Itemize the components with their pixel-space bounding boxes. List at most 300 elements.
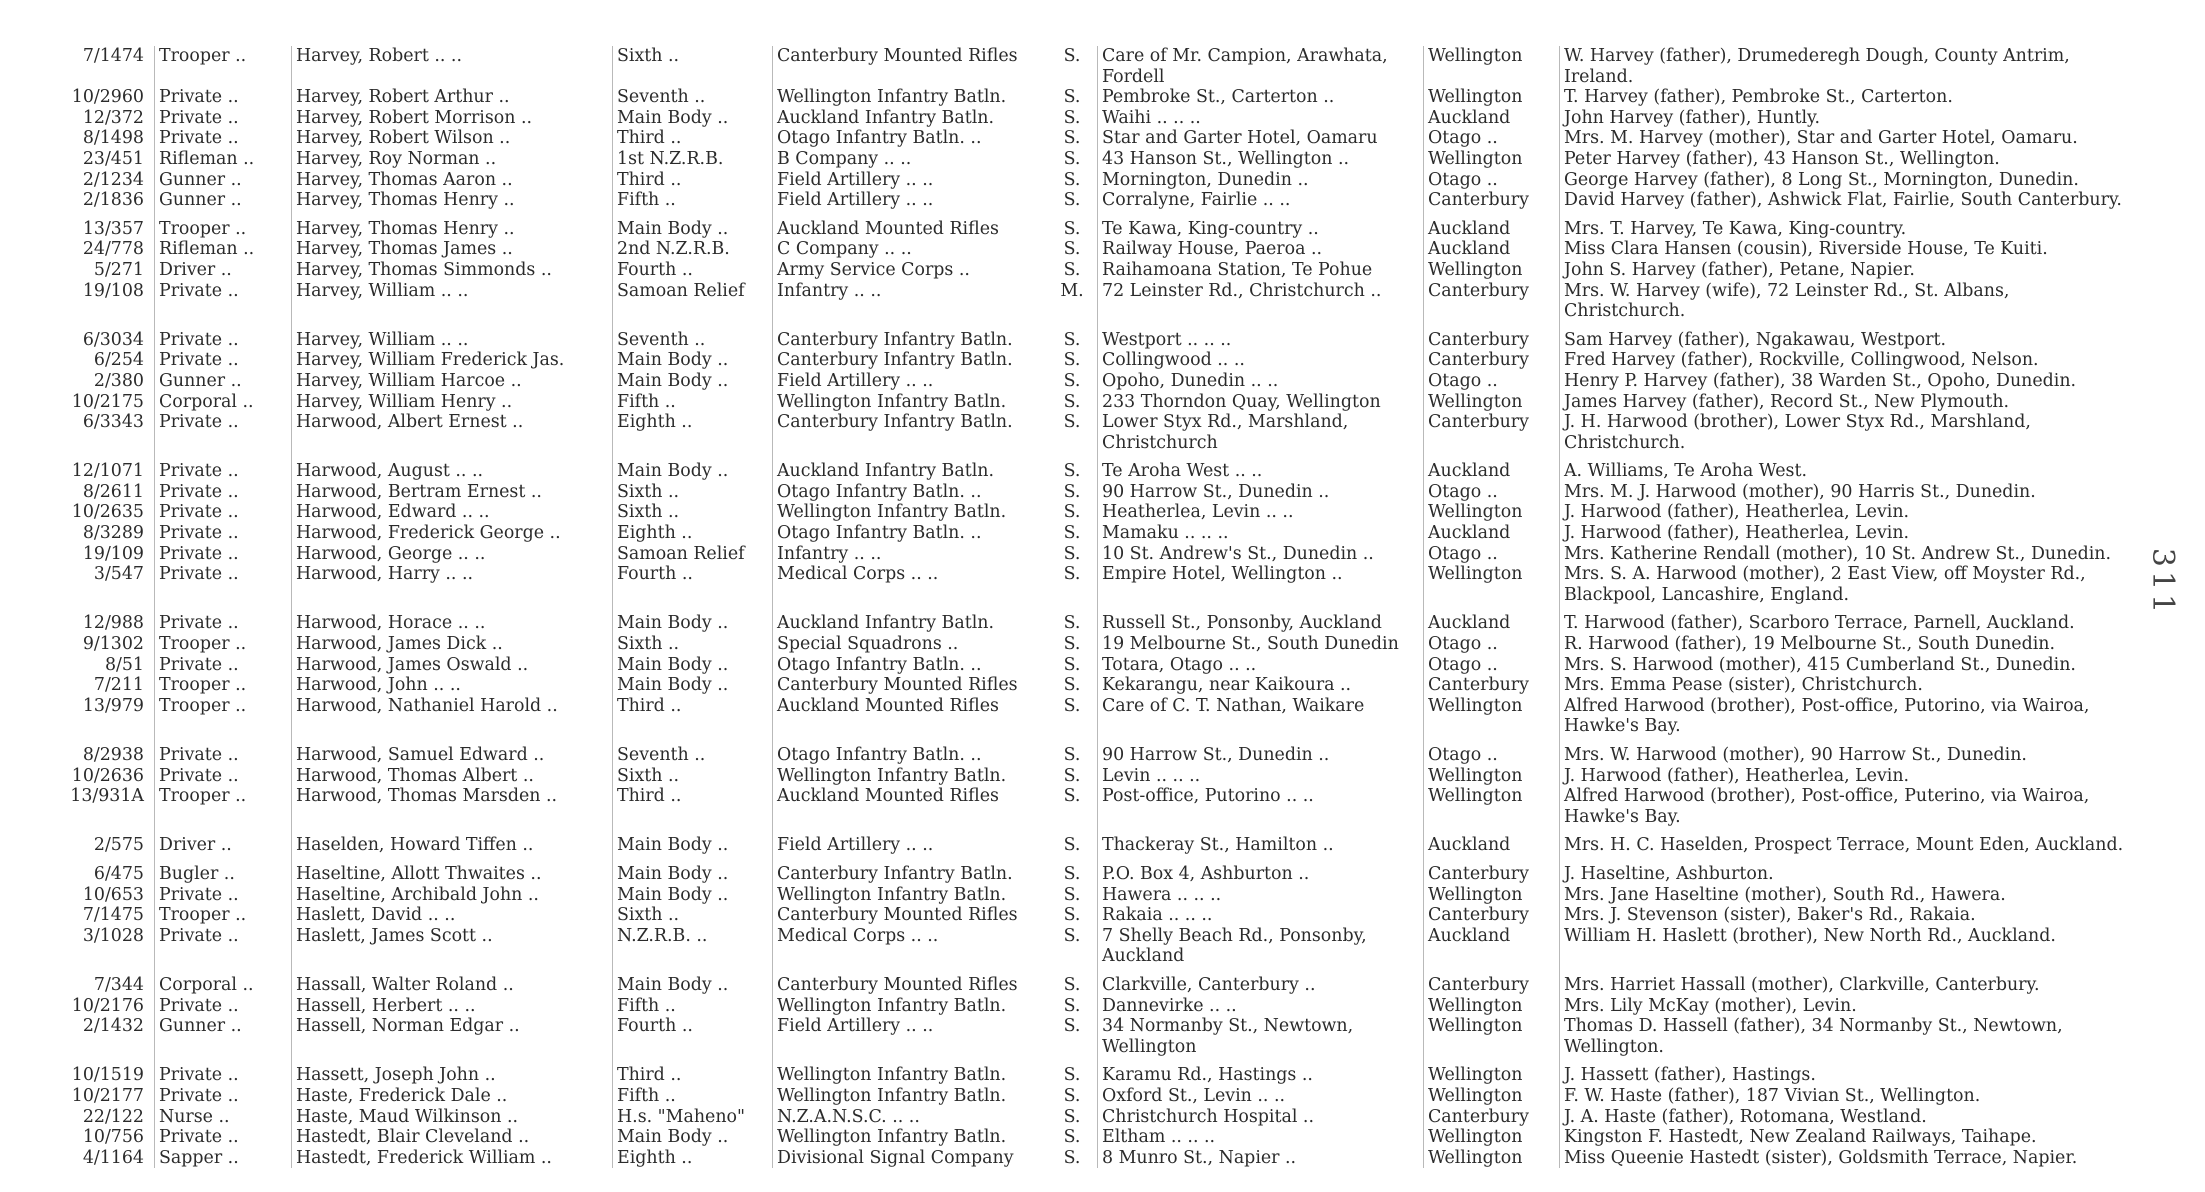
table-row bbox=[28, 412, 2128, 453]
unit-cell: Wellington Infantry Batln. bbox=[773, 502, 1048, 523]
regimental-number-cell: 7/1475 bbox=[82, 905, 144, 926]
marital-status-cell: S. bbox=[1063, 128, 1081, 149]
marital-status-cell: S. bbox=[1063, 523, 1081, 544]
soldier-name-cell: Harvey, Robert Morrison .. bbox=[292, 108, 613, 129]
marital-status-cell: S. bbox=[1063, 863, 1081, 884]
regimental-number-cell: 8/51 bbox=[104, 654, 144, 675]
draft-cell: Main Body .. bbox=[613, 350, 773, 371]
draft-cell: Fourth .. bbox=[613, 1016, 773, 1057]
unit-cell: Otago Infantry Batln. .. bbox=[773, 482, 1048, 503]
next-of-kin-cell: Alfred Harwood (brother), Post-office, Puterino, via Wairoa, Hawke's Bay. bbox=[1560, 786, 2129, 827]
military-district-cell: Canterbury bbox=[1424, 412, 1560, 453]
unit-cell: Canterbury Infantry Batln. bbox=[773, 856, 1048, 885]
draft-cell: 1st N.Z.R.B. bbox=[613, 149, 773, 170]
marital-status-cell: S. bbox=[1063, 634, 1081, 655]
table-row bbox=[28, 87, 2128, 108]
marital-status-cell: S. bbox=[1063, 412, 1081, 433]
unit-cell: Infantry .. .. bbox=[773, 281, 1048, 322]
next-of-kin-cell: J. A. Haste (father), Rotomana, Westland. bbox=[1560, 1107, 2129, 1128]
table-row bbox=[28, 392, 2128, 413]
next-of-kin-cell: Mrs. W. Harvey (wife), 72 Leinster Rd., St. Albans, Christchurch. bbox=[1560, 281, 2129, 322]
soldier-name-cell: Harvey, Thomas Aaron .. bbox=[292, 170, 613, 191]
rank-cell: Nurse .. bbox=[155, 1107, 292, 1128]
table-row bbox=[28, 1107, 2128, 1128]
rank-cell: Gunner .. bbox=[155, 1016, 292, 1057]
table-row bbox=[28, 128, 2128, 149]
unit-cell: Field Artillery .. .. bbox=[773, 190, 1048, 211]
marital-status-cell: S. bbox=[1063, 259, 1081, 280]
marital-status-cell: S. bbox=[1063, 654, 1081, 675]
military-district-cell: Auckland bbox=[1424, 453, 1560, 482]
last-address-cell: Hawera .. .. .. bbox=[1098, 885, 1424, 906]
draft-cell: Main Body .. bbox=[613, 605, 773, 634]
military-district-cell: Otago .. bbox=[1424, 128, 1560, 149]
next-of-kin-cell: Peter Harvey (father), 43 Hanson St., Wellington. bbox=[1560, 149, 2129, 170]
next-of-kin-cell: Mrs. Lily McKay (mother), Levin. bbox=[1560, 996, 2129, 1017]
rank-cell: Trooper .. bbox=[155, 634, 292, 655]
unit-cell: Otago Infantry Batln. .. bbox=[773, 523, 1048, 544]
draft-cell: Third .. bbox=[613, 170, 773, 191]
soldier-name-cell: Haslett, David .. .. bbox=[292, 905, 613, 926]
table-row bbox=[28, 371, 2128, 392]
regimental-number-cell: 10/2635 bbox=[71, 502, 144, 523]
table-row bbox=[28, 655, 2128, 676]
rank-cell: Private .. bbox=[155, 885, 292, 906]
next-of-kin-cell: A. Williams, Te Aroha West. bbox=[1560, 453, 2129, 482]
table-row bbox=[28, 170, 2128, 191]
draft-cell: Main Body .. bbox=[613, 211, 773, 240]
next-of-kin-cell: Henry P. Harvey (father), 38 Warden St., Opoho, Dunedin. bbox=[1560, 371, 2129, 392]
soldier-name-cell: Harvey, Roy Norman .. bbox=[292, 149, 613, 170]
next-of-kin-cell: Mrs. Katherine Rendall (mother), 10 St. Andrew St., Dunedin. bbox=[1560, 544, 2129, 565]
rank-cell: Trooper .. bbox=[155, 46, 292, 87]
regimental-number-cell: 2/1836 bbox=[82, 190, 144, 211]
last-address-cell: Russell St., Ponsonby, Auckland bbox=[1098, 605, 1424, 634]
unit-cell: Wellington Infantry Batln. bbox=[773, 766, 1048, 787]
table-row bbox=[28, 322, 2128, 351]
unit-cell: Field Artillery .. .. bbox=[773, 170, 1048, 191]
last-address-cell: 10 St. Andrew's St., Dunedin .. bbox=[1098, 544, 1424, 565]
page-number: 311 bbox=[2145, 547, 2181, 618]
military-district-cell: Wellington bbox=[1424, 260, 1560, 281]
military-district-cell: Wellington bbox=[1424, 996, 1560, 1017]
unit-cell: Medical Corps .. .. bbox=[773, 926, 1048, 967]
rank-cell: Private .. bbox=[155, 453, 292, 482]
rank-cell: Driver .. bbox=[155, 260, 292, 281]
marital-status-cell: S. bbox=[1063, 613, 1081, 634]
draft-cell: Eighth .. bbox=[613, 412, 773, 453]
table-row bbox=[28, 564, 2128, 605]
unit-cell: B Company .. .. bbox=[773, 149, 1048, 170]
military-district-cell: Otago .. bbox=[1424, 170, 1560, 191]
marital-status-cell: S. bbox=[1063, 502, 1081, 523]
marital-status-cell: S. bbox=[1063, 1147, 1081, 1168]
rank-cell: Private .. bbox=[155, 737, 292, 766]
unit-cell: Canterbury Infantry Batln. bbox=[773, 412, 1048, 453]
unit-cell: Canterbury Infantry Batln. bbox=[773, 322, 1048, 351]
next-of-kin-cell: Mrs. T. Harvey, Te Kawa, King-country. bbox=[1560, 211, 2129, 240]
marital-status-cell: S. bbox=[1063, 765, 1081, 786]
military-district-cell: Auckland bbox=[1424, 523, 1560, 544]
unit-cell: Wellington Infantry Batln. bbox=[773, 885, 1048, 906]
unit-cell: Otago Infantry Batln. .. bbox=[773, 128, 1048, 149]
next-of-kin-cell: John Harvey (father), Huntly. bbox=[1560, 108, 2129, 129]
military-district-cell: Otago .. bbox=[1424, 634, 1560, 655]
unit-cell: Wellington Infantry Batln. bbox=[773, 1086, 1048, 1107]
draft-cell: Main Body .. bbox=[613, 453, 773, 482]
soldier-name-cell: Harwood, Albert Ernest .. bbox=[292, 412, 613, 453]
last-address-cell: Lower Styx Rd., Marshland, Christchurch bbox=[1098, 412, 1424, 453]
military-district-cell: Canterbury bbox=[1424, 967, 1560, 996]
last-address-cell: Post-office, Putorino .. .. bbox=[1098, 786, 1424, 827]
soldier-name-cell: Harwood, James Dick .. bbox=[292, 634, 613, 655]
unit-cell: Divisional Signal Company bbox=[773, 1148, 1048, 1169]
soldier-name-cell: Haseltine, Allott Thwaites .. bbox=[292, 856, 613, 885]
last-address-cell: Te Aroha West .. .. bbox=[1098, 453, 1424, 482]
unit-cell: N.Z.A.N.S.C. .. .. bbox=[773, 1107, 1048, 1128]
regimental-number-cell: 10/2960 bbox=[71, 87, 144, 108]
rank-cell: Corporal .. bbox=[155, 392, 292, 413]
next-of-kin-cell: Fred Harvey (father), Rockville, Collingwood, Nelson. bbox=[1560, 350, 2129, 371]
last-address-cell: Care of Mr. Campion, Arawhata, Fordell bbox=[1098, 46, 1424, 87]
regimental-number-cell: 10/2636 bbox=[71, 765, 144, 786]
last-address-cell: Mornington, Dunedin .. bbox=[1098, 170, 1424, 191]
marital-status-cell: S. bbox=[1063, 239, 1081, 260]
draft-cell: Seventh .. bbox=[613, 737, 773, 766]
next-of-kin-cell: J. H. Harwood (brother), Lower Styx Rd., Marshland, Christchurch. bbox=[1560, 412, 2129, 453]
last-address-cell: Opoho, Dunedin .. .. bbox=[1098, 371, 1424, 392]
next-of-kin-cell: J. Harwood (father), Heatherlea, Levin. bbox=[1560, 502, 2129, 523]
regimental-number-cell: 13/931A bbox=[70, 786, 144, 807]
military-district-cell: Wellington bbox=[1424, 1057, 1560, 1086]
table-row bbox=[28, 675, 2128, 696]
last-address-cell: Dannevirke .. .. bbox=[1098, 996, 1424, 1017]
last-address-cell: 90 Harrow St., Dunedin .. bbox=[1098, 737, 1424, 766]
table-row bbox=[28, 885, 2128, 906]
next-of-kin-cell: Miss Queenie Hastedt (sister), Goldsmith Terrace, Napier. bbox=[1560, 1148, 2129, 1169]
draft-cell: Main Body .. bbox=[613, 1127, 773, 1148]
table-row bbox=[28, 926, 2128, 967]
last-address-cell: Collingwood .. .. bbox=[1098, 350, 1424, 371]
last-address-cell: 43 Hanson St., Wellington .. bbox=[1098, 149, 1424, 170]
table-row bbox=[28, 260, 2128, 281]
military-district-cell: Wellington bbox=[1424, 1016, 1560, 1057]
table-row bbox=[28, 190, 2128, 211]
unit-cell: Field Artillery .. .. bbox=[773, 371, 1048, 392]
military-district-cell: Canterbury bbox=[1424, 322, 1560, 351]
unit-cell: Auckland Infantry Batln. bbox=[773, 453, 1048, 482]
marital-status-cell: S. bbox=[1063, 1016, 1081, 1037]
marital-status-cell: S. bbox=[1063, 745, 1081, 765]
table-row bbox=[28, 1086, 2128, 1107]
draft-cell: 2nd N.Z.R.B. bbox=[613, 239, 773, 260]
last-address-cell: 8 Munro St., Napier .. bbox=[1098, 1148, 1424, 1169]
regimental-number-cell: 7/344 bbox=[93, 974, 144, 995]
draft-cell: Fifth .. bbox=[613, 1086, 773, 1107]
table-row bbox=[28, 996, 2128, 1017]
last-address-cell: 90 Harrow St., Dunedin .. bbox=[1098, 482, 1424, 503]
rank-cell: Private .. bbox=[155, 502, 292, 523]
table-row bbox=[28, 108, 2128, 129]
regimental-number-cell: 6/3343 bbox=[82, 412, 144, 433]
rank-cell: Bugler .. bbox=[155, 856, 292, 885]
marital-status-cell: S. bbox=[1063, 46, 1081, 66]
last-address-cell: 233 Thorndon Quay, Wellington bbox=[1098, 392, 1424, 413]
next-of-kin-cell: John S. Harvey (father), Petane, Napier. bbox=[1560, 260, 2129, 281]
rank-cell: Private .. bbox=[155, 1086, 292, 1107]
regimental-number-cell: 12/372 bbox=[82, 107, 144, 128]
rank-cell: Private .. bbox=[155, 87, 292, 108]
draft-cell: Main Body .. bbox=[613, 371, 773, 392]
regimental-number-cell: 6/254 bbox=[93, 350, 144, 371]
next-of-kin-cell: Mrs. Emma Pease (sister), Christchurch. bbox=[1560, 675, 2129, 696]
soldier-name-cell: Haselden, Howard Tiffen .. bbox=[292, 827, 613, 856]
military-district-cell: Auckland bbox=[1424, 108, 1560, 129]
draft-cell: Third .. bbox=[613, 1057, 773, 1086]
next-of-kin-cell: Mrs. W. Harwood (mother), 90 Harrow St., Dunedin. bbox=[1560, 737, 2129, 766]
unit-cell: Canterbury Mounted Rifles bbox=[773, 905, 1048, 926]
rank-cell: Private .. bbox=[155, 1127, 292, 1148]
military-district-cell: Otago .. bbox=[1424, 482, 1560, 503]
next-of-kin-cell: Mrs. Harriet Hassall (mother), Clarkville, Canterbury. bbox=[1560, 967, 2129, 996]
regimental-number-cell: 2/1432 bbox=[82, 1016, 144, 1037]
table-row bbox=[28, 1148, 2128, 1169]
regimental-number-cell: 6/3034 bbox=[82, 329, 144, 350]
regimental-number-cell: 8/3289 bbox=[82, 523, 144, 544]
next-of-kin-cell: Mrs. S. A. Harwood (mother), 2 East View, off Moyster Rd., Blackpool, Lancashire, England. bbox=[1560, 564, 2129, 605]
draft-cell: Sixth .. bbox=[613, 634, 773, 655]
unit-cell: Otago Infantry Batln. .. bbox=[773, 737, 1048, 766]
marital-status-cell: S. bbox=[1063, 974, 1081, 995]
soldier-name-cell: Harvey, Thomas Henry .. bbox=[292, 190, 613, 211]
rank-cell: Rifleman .. bbox=[155, 239, 292, 260]
draft-cell: H.s. "Maheno" bbox=[613, 1107, 773, 1128]
military-district-cell: Wellington bbox=[1424, 87, 1560, 108]
marital-status-cell: S. bbox=[1063, 675, 1081, 696]
last-address-cell: Christchurch Hospital .. bbox=[1098, 1107, 1424, 1128]
unit-cell: Canterbury Mounted Rifles bbox=[773, 675, 1048, 696]
soldier-name-cell: Harvey, William .. .. bbox=[292, 322, 613, 351]
draft-cell: Sixth .. bbox=[613, 905, 773, 926]
soldier-name-cell: Hassell, Herbert .. .. bbox=[292, 996, 613, 1017]
nominal-roll-body bbox=[28, 46, 2128, 1168]
draft-cell: Sixth .. bbox=[613, 766, 773, 787]
military-district-cell: Canterbury bbox=[1424, 1107, 1560, 1128]
next-of-kin-cell: J. Hassett (father), Hastings. bbox=[1560, 1057, 2129, 1086]
next-of-kin-cell: T. Harwood (father), Scarboro Terrace, Parnell, Auckland. bbox=[1560, 605, 2129, 634]
unit-cell: Wellington Infantry Batln. bbox=[773, 1057, 1048, 1086]
rank-cell: Trooper .. bbox=[155, 786, 292, 827]
table-row bbox=[28, 1016, 2128, 1057]
table-row bbox=[28, 350, 2128, 371]
military-district-cell: Canterbury bbox=[1424, 190, 1560, 211]
regimental-number-cell: 7/1474 bbox=[82, 46, 144, 66]
last-address-cell: Raihamoana Station, Te Pohue bbox=[1098, 260, 1424, 281]
next-of-kin-cell: Mrs. M. J. Harwood (mother), 90 Harris St., Dunedin. bbox=[1560, 482, 2129, 503]
last-address-cell: Levin .. .. .. bbox=[1098, 766, 1424, 787]
table-row bbox=[28, 827, 2128, 856]
soldier-name-cell: Harwood, Thomas Albert .. bbox=[292, 766, 613, 787]
regimental-number-cell: 10/2177 bbox=[71, 1085, 144, 1106]
soldier-name-cell: Hastedt, Frederick William .. bbox=[292, 1148, 613, 1169]
military-district-cell: Wellington bbox=[1424, 502, 1560, 523]
last-address-cell: Empire Hotel, Wellington .. bbox=[1098, 564, 1424, 605]
rank-cell: Private .. bbox=[155, 605, 292, 634]
next-of-kin-cell: J. Haseltine, Ashburton. bbox=[1560, 856, 2129, 885]
soldier-name-cell: Harwood, Frederick George .. bbox=[292, 523, 613, 544]
soldier-name-cell: Haste, Maud Wilkinson .. bbox=[292, 1107, 613, 1128]
regimental-number-cell: 2/1234 bbox=[82, 169, 144, 190]
soldier-name-cell: Harvey, Thomas James .. bbox=[292, 239, 613, 260]
regimental-number-cell: 3/547 bbox=[93, 564, 144, 585]
soldier-name-cell: Harvey, Robert Wilson .. bbox=[292, 128, 613, 149]
next-of-kin-cell: James Harvey (father), Record St., New Plymouth. bbox=[1560, 392, 2129, 413]
marital-status-cell: S. bbox=[1063, 905, 1081, 926]
last-address-cell: Eltham .. .. .. bbox=[1098, 1127, 1424, 1148]
regimental-number-cell: 9/1302 bbox=[82, 634, 144, 655]
military-district-cell: Wellington bbox=[1424, 149, 1560, 170]
rank-cell: Gunner .. bbox=[155, 170, 292, 191]
soldier-name-cell: Harvey, Robert Arthur .. bbox=[292, 87, 613, 108]
rank-cell: Private .. bbox=[155, 128, 292, 149]
military-district-cell: Auckland bbox=[1424, 827, 1560, 856]
draft-cell: Third .. bbox=[613, 786, 773, 827]
last-address-cell: Thackeray St., Hamilton .. bbox=[1098, 827, 1424, 856]
marital-status-cell: S. bbox=[1063, 329, 1081, 350]
draft-cell: Main Body .. bbox=[613, 108, 773, 129]
soldier-name-cell: Harvey, William Henry .. bbox=[292, 392, 613, 413]
nominal-roll-table bbox=[28, 46, 2128, 1168]
draft-cell: Samoan Relief bbox=[613, 544, 773, 565]
soldier-name-cell: Harwood, George .. .. bbox=[292, 544, 613, 565]
table-row bbox=[28, 1057, 2128, 1086]
rank-cell: Driver .. bbox=[155, 827, 292, 856]
next-of-kin-cell: T. Harvey (father), Pembroke St., Carterton. bbox=[1560, 87, 2129, 108]
regimental-number-cell: 19/109 bbox=[82, 543, 144, 564]
rank-cell: Private .. bbox=[155, 482, 292, 503]
regimental-number-cell: 12/988 bbox=[82, 613, 144, 634]
next-of-kin-cell: Thomas D. Hassell (father), 34 Normanby St., Newtown, Wellington. bbox=[1560, 1016, 2129, 1057]
marital-status-cell: S. bbox=[1063, 925, 1081, 946]
unit-cell: Auckland Mounted Rifles bbox=[773, 211, 1048, 240]
military-district-cell: Otago .. bbox=[1424, 737, 1560, 766]
draft-cell: Sixth .. bbox=[613, 502, 773, 523]
next-of-kin-cell: W. Harvey (father), Drumederegh Dough, County Antrim, Ireland. bbox=[1560, 46, 2129, 87]
marital-status-cell: S. bbox=[1063, 543, 1081, 564]
unit-cell: Canterbury Infantry Batln. bbox=[773, 350, 1048, 371]
soldier-name-cell: Harwood, Edward .. .. bbox=[292, 502, 613, 523]
next-of-kin-cell: Kingston F. Hastedt, New Zealand Railways, Taihape. bbox=[1560, 1127, 2129, 1148]
rank-cell: Sapper .. bbox=[155, 1148, 292, 1169]
marital-status-cell: S. bbox=[1063, 481, 1081, 502]
last-address-cell: Pembroke St., Carterton .. bbox=[1098, 87, 1424, 108]
regimental-number-cell: 6/475 bbox=[93, 863, 144, 884]
last-address-cell: Rakaia .. .. .. bbox=[1098, 905, 1424, 926]
next-of-kin-cell: R. Harwood (father), 19 Melbourne St., South Dunedin. bbox=[1560, 634, 2129, 655]
rank-cell: Trooper .. bbox=[155, 675, 292, 696]
marital-status-cell: S. bbox=[1063, 370, 1081, 391]
last-address-cell: Karamu Rd., Hastings .. bbox=[1098, 1057, 1424, 1086]
rank-cell: Private .. bbox=[155, 281, 292, 322]
unit-cell: Field Artillery .. .. bbox=[773, 827, 1048, 856]
regimental-number-cell: 13/357 bbox=[82, 218, 144, 239]
regimental-number-cell: 23/451 bbox=[82, 148, 144, 169]
unit-cell: Medical Corps .. .. bbox=[773, 564, 1048, 605]
table-row bbox=[28, 786, 2128, 827]
regimental-number-cell: 13/979 bbox=[82, 695, 144, 716]
table-row bbox=[28, 967, 2128, 996]
military-district-cell: Wellington bbox=[1424, 392, 1560, 413]
unit-cell: Auckland Infantry Batln. bbox=[773, 108, 1048, 129]
marital-status-cell: S. bbox=[1063, 107, 1081, 128]
table-row bbox=[28, 502, 2128, 523]
military-district-cell: Auckland bbox=[1424, 211, 1560, 240]
draft-cell: Fifth .. bbox=[613, 392, 773, 413]
next-of-kin-cell: Mrs. Jane Haseltine (mother), South Rd., Hawera. bbox=[1560, 885, 2129, 906]
military-district-cell: Wellington bbox=[1424, 564, 1560, 605]
military-district-cell: Wellington bbox=[1424, 885, 1560, 906]
unit-cell: Wellington Infantry Batln. bbox=[773, 392, 1048, 413]
regimental-number-cell: 8/1498 bbox=[82, 128, 144, 149]
unit-cell: Infantry .. .. bbox=[773, 544, 1048, 565]
military-district-cell: Canterbury bbox=[1424, 350, 1560, 371]
marital-status-cell: S. bbox=[1063, 695, 1081, 716]
military-district-cell: Otago .. bbox=[1424, 371, 1560, 392]
rank-cell: Private .. bbox=[155, 564, 292, 605]
military-district-cell: Canterbury bbox=[1424, 281, 1560, 322]
next-of-kin-cell: William H. Haslett (brother), New North Rd., Auckland. bbox=[1560, 926, 2129, 967]
marital-status-cell: S. bbox=[1063, 1127, 1081, 1148]
draft-cell: Main Body .. bbox=[613, 856, 773, 885]
regimental-number-cell: 2/380 bbox=[93, 370, 144, 391]
unit-cell: Special Squadrons .. bbox=[773, 634, 1048, 655]
marital-status-cell: S. bbox=[1063, 87, 1081, 108]
soldier-name-cell: Harwood, Nathaniel Harold .. bbox=[292, 696, 613, 737]
marital-status-cell: S. bbox=[1063, 169, 1081, 190]
last-address-cell: Westport .. .. .. bbox=[1098, 322, 1424, 351]
table-row bbox=[28, 696, 2128, 737]
military-district-cell: Otago .. bbox=[1424, 655, 1560, 676]
marital-status-cell: S. bbox=[1063, 786, 1081, 807]
soldier-name-cell: Haste, Frederick Dale .. bbox=[292, 1086, 613, 1107]
military-district-cell: Canterbury bbox=[1424, 675, 1560, 696]
table-row bbox=[28, 46, 2128, 87]
rank-cell: Gunner .. bbox=[155, 371, 292, 392]
rank-cell: Private .. bbox=[155, 523, 292, 544]
draft-cell: Fourth .. bbox=[613, 564, 773, 605]
next-of-kin-cell: Miss Clara Hansen (cousin), Riverside House, Te Kuiti. bbox=[1560, 239, 2129, 260]
draft-cell: Main Body .. bbox=[613, 675, 773, 696]
last-address-cell: P.O. Box 4, Ashburton .. bbox=[1098, 856, 1424, 885]
soldier-name-cell: Harvey, William Harcoe .. bbox=[292, 371, 613, 392]
unit-cell: Auckland Mounted Rifles bbox=[773, 696, 1048, 737]
draft-cell: Main Body .. bbox=[613, 827, 773, 856]
military-district-cell: Wellington bbox=[1424, 786, 1560, 827]
table-row bbox=[28, 634, 2128, 655]
draft-cell: Samoan Relief bbox=[613, 281, 773, 322]
rank-cell: Rifleman .. bbox=[155, 149, 292, 170]
table-row bbox=[28, 766, 2128, 787]
soldier-name-cell: Harwood, Thomas Marsden .. bbox=[292, 786, 613, 827]
rank-cell: Private .. bbox=[155, 350, 292, 371]
next-of-kin-cell: J. Harwood (father), Heatherlea, Levin. bbox=[1560, 766, 2129, 787]
soldier-name-cell: Hassett, Joseph John .. bbox=[292, 1057, 613, 1086]
marital-status-cell: S. bbox=[1063, 218, 1081, 239]
next-of-kin-cell: J. Harwood (father), Heatherlea, Levin. bbox=[1560, 523, 2129, 544]
unit-cell: Auckland Infantry Batln. bbox=[773, 605, 1048, 634]
table-row bbox=[28, 605, 2128, 634]
military-district-cell: Wellington bbox=[1424, 696, 1560, 737]
